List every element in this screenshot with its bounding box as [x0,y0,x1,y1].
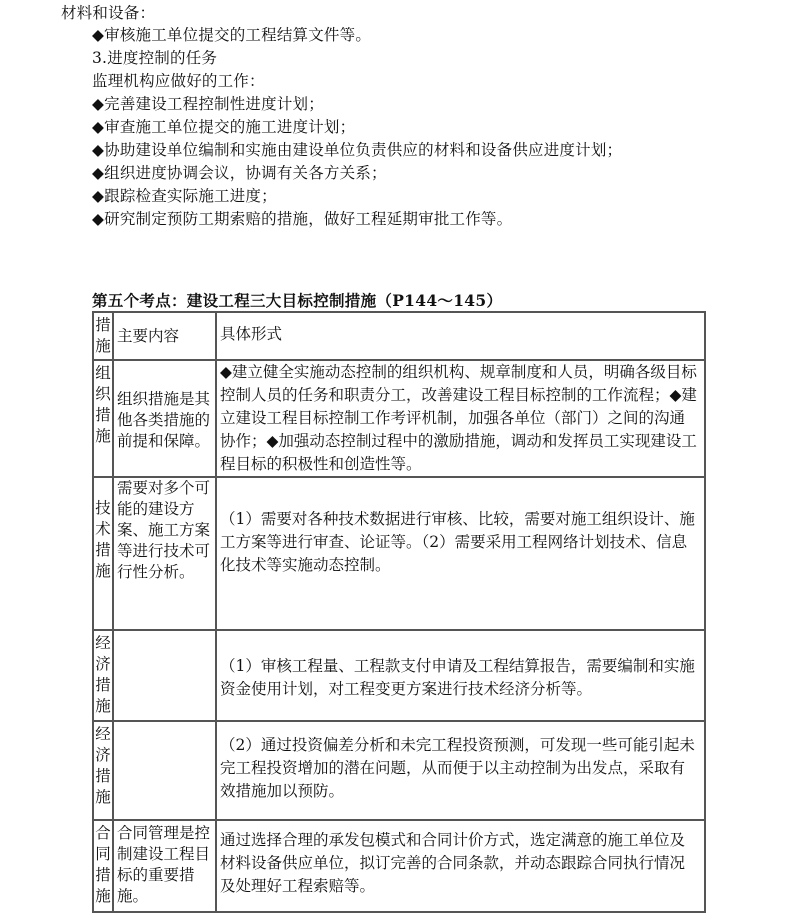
measure-cell: 合同措施 [93,820,113,912]
intro-line: ◆完善建设工程控制性进度计划； [92,95,324,113]
measure-cell: 经济措施 [93,721,113,820]
content-cell: 需要对多个可能的建设方案、施工方案等进行技术可行性分析。 [113,477,216,630]
intro-line: ◆审查施工单位提交的施工进度计划； [92,118,356,136]
form-cell: （1）审核工程量、工程款支付申请及工程结算报告，需要编制和实施资金使用计划，对工程变更方案进行技术经济分析等。 [216,630,705,721]
measures-table [92,311,706,913]
intro-line: 监理机构应做好的工作： [92,72,265,90]
form-cell: 通过选择合理的承发包模式和合同计价方式，选定满意的施工单位及材料设备供应单位，拟订完善的合同条款，并动态跟踪合同执行情况及处理好工程索赔等。 [216,820,705,912]
table-row [93,477,705,630]
table-row [93,820,705,912]
measure-cell: 技术措施 [93,477,113,630]
form-cell: （2）通过投资偏差分析和未完工程投资预测，可发现一些可能引起未完工程投资增加的潜在问题，从而便于以主动控制为出发点，采取有效措施加以预防。 [216,721,705,820]
content-cell [113,630,216,721]
table-row [93,630,705,721]
header-content: 主要内容 [113,312,216,360]
content-cell [113,721,216,820]
content-cell: 组织措施是其他各类措施的前提和保障。 [113,360,216,477]
intro-line: ◆组织进度协调会议，协调有关各方关系； [92,164,387,182]
intro-line: ◆研究制定预防工期索赔的措施，做好工程延期审批工作等。 [92,210,513,228]
table-row [93,360,705,477]
table-header-row [93,312,705,360]
form-cell: （1）需要对各种技术数据进行审核、比较，需要对施工组织设计、施工方案等进行审查、论证等。（2）需要采用工程网络计划技术、信息化技术等实施动态控制。 [216,477,705,630]
intro-line: ◆审核施工单位提交的工程结算文件等。 [92,26,372,44]
table-row [93,721,705,820]
content-cell: 合同管理是控制建设工程目标的重要措施。 [113,820,216,912]
intro-line: 3.进度控制的任务 [92,49,218,67]
intro-line: ◆跟踪检查实际施工进度； [92,187,277,205]
intro-line: 材料和设备： [61,4,156,22]
header-form: 具体形式 [216,312,705,360]
header-measure: 措施 [93,312,113,360]
measure-cell: 经济措施 [93,630,113,721]
form-cell: ◆建立健全实施动态控制的组织机构、规章制度和人员，明确各级目标控制人员的任务和职责分工，改善建设工程目标控制的工作流程；◆建立建设工程目标控制工作考评机制，加强各单位（部门）之间的沟通协作；◆加强动态控制过程中的激励措施，调动和发挥员工实现建设工程目标的积极性和创造性等。 [216,360,705,477]
measure-cell: 组织措施 [93,360,113,477]
intro-line: ◆协助建设单位编制和实施由建设单位负责供应的材料和设备供应进度计划； [92,141,623,159]
section-title: 第五个考点：建设工程三大目标控制措施（P144～145） [92,291,503,310]
